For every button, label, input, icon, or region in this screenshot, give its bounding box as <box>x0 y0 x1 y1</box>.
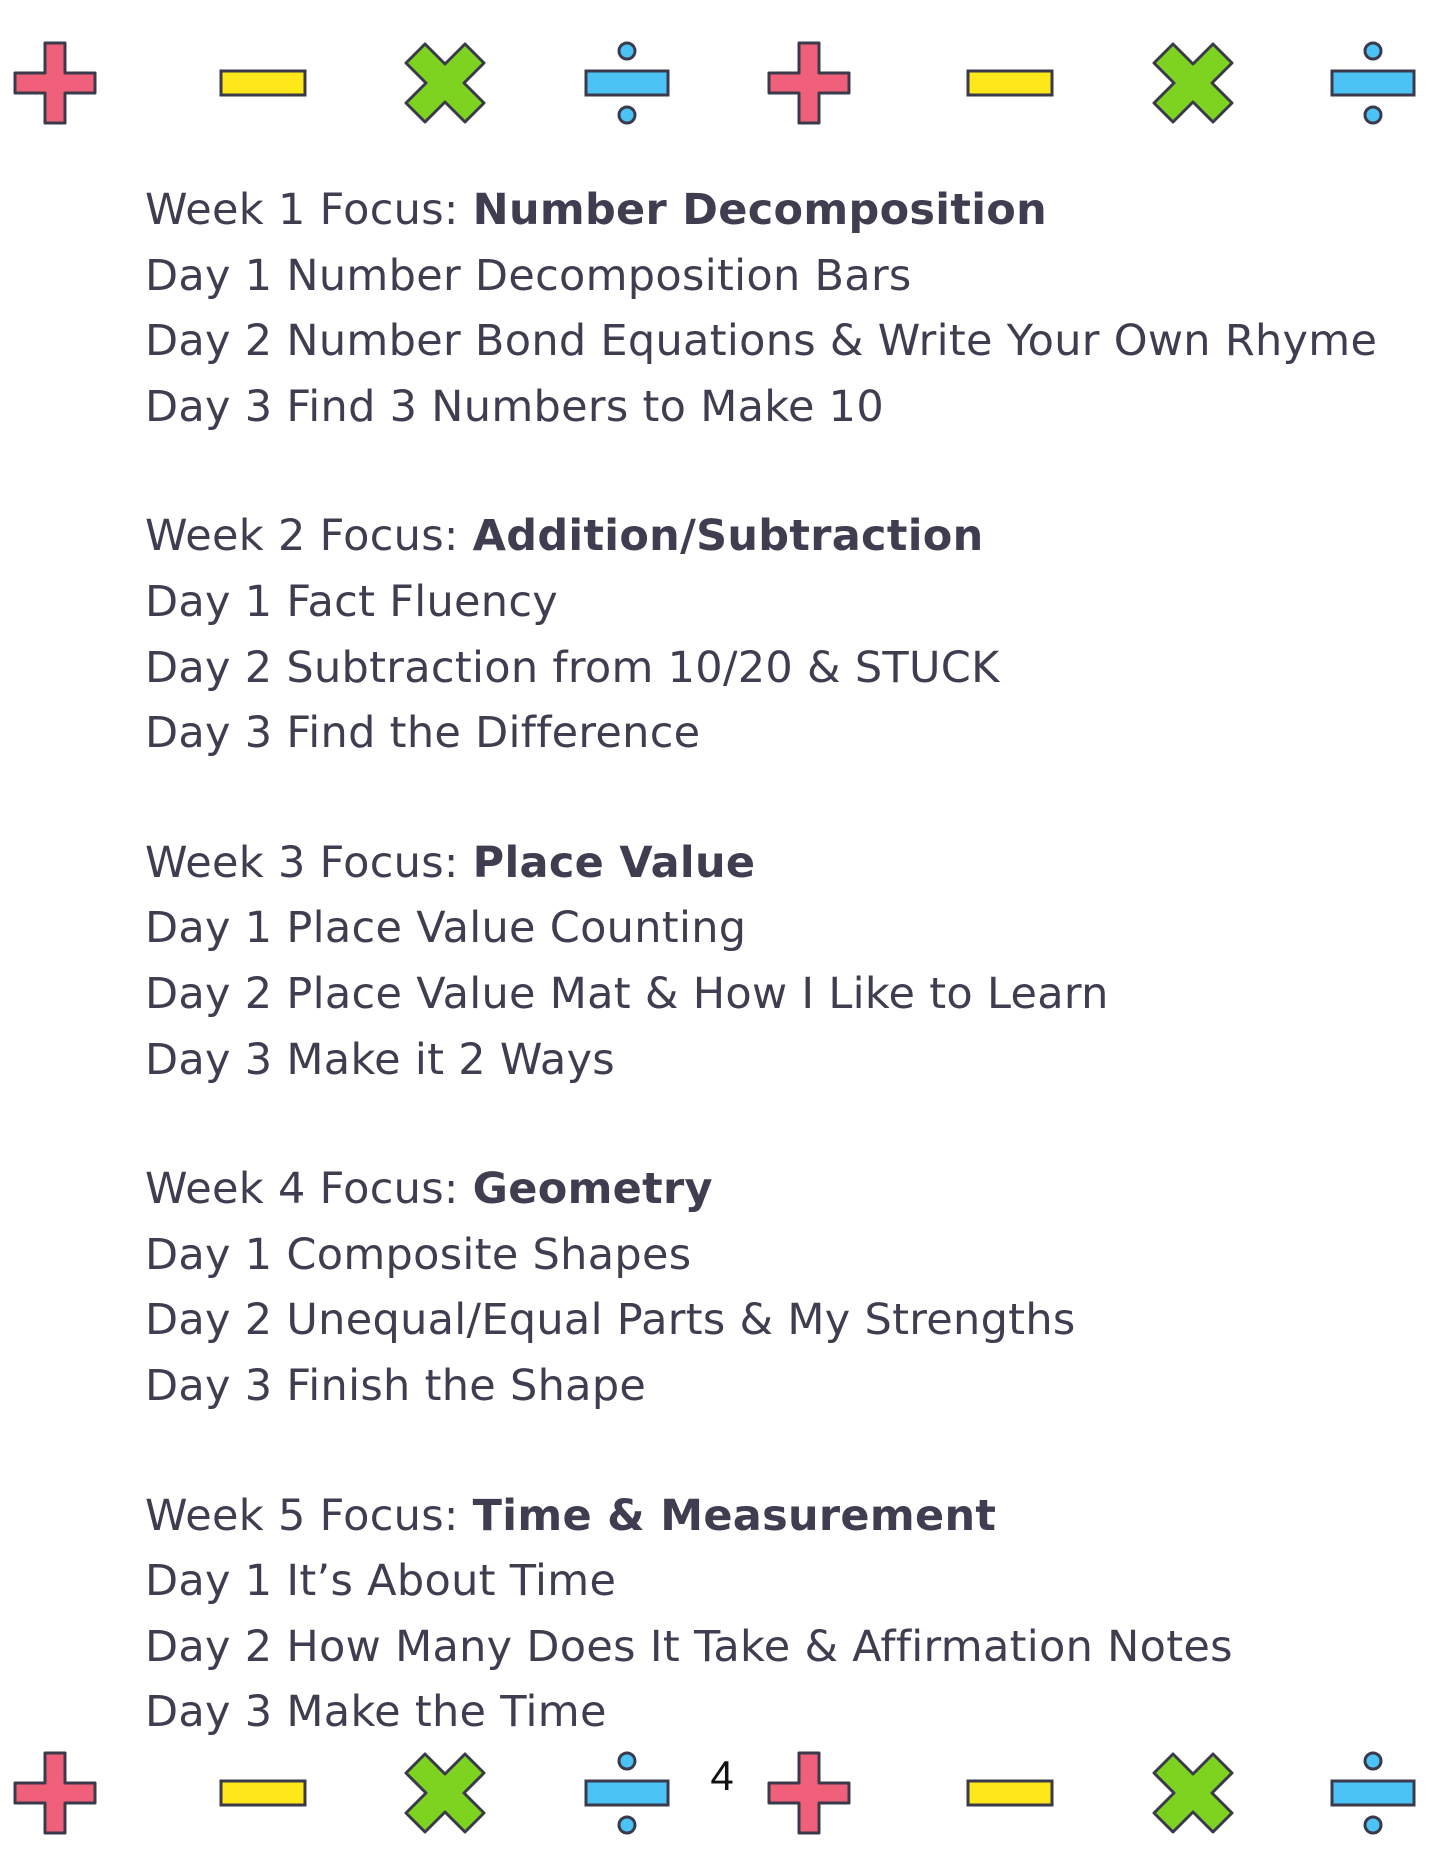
day-item: Day 1 Number Decomposition Bars <box>145 250 912 301</box>
week-focus: Geometry <box>472 1164 713 1215</box>
day-item: Day 2 Number Bond Equations & Write Your Own Rhyme <box>145 316 1378 367</box>
week-prefix: Week 5 Focus: <box>145 1490 459 1541</box>
plus-icon <box>10 1748 100 1838</box>
day-item: Day 3 Find 3 Numbers to Make 10 <box>145 381 884 432</box>
week-heading <box>145 831 1345 897</box>
day-item: Day 3 Make it 2 Ways <box>145 1034 616 1085</box>
day-item: Day 1 Fact Fluency <box>145 576 559 627</box>
plus-icon <box>764 38 854 128</box>
week-heading <box>145 178 1345 244</box>
day-item: Day 2 How Many Does It Take & Affirmation Notes <box>145 1621 1233 1672</box>
week-prefix: Week 4 Focus: <box>145 1164 459 1215</box>
minus-icon <box>965 38 1055 128</box>
page-number: 4 <box>710 1752 734 1799</box>
times-icon <box>400 38 490 128</box>
week-focus: Place Value <box>472 837 756 888</box>
week-4-section <box>145 1157 1345 1419</box>
day-item: Day 1 Place Value Counting <box>145 903 747 954</box>
times-icon <box>1148 1748 1238 1838</box>
day-item: Day 3 Finish the Shape <box>145 1360 647 1411</box>
divide-icon <box>1328 38 1418 128</box>
week-5-section <box>145 1484 1345 1746</box>
day-item: Day 3 Find the Difference <box>145 708 701 759</box>
week-focus: Time & Measurement <box>472 1490 997 1541</box>
week-2-section <box>145 504 1345 766</box>
times-icon <box>1148 38 1238 128</box>
divide-icon <box>582 1748 672 1838</box>
week-3-section <box>145 831 1345 1093</box>
day-item: Day 1 Composite Shapes <box>145 1229 692 1280</box>
day-item: Day 2 Subtraction from 10/20 & STUCK <box>145 642 1000 693</box>
plus-icon <box>764 1748 854 1838</box>
week-heading <box>145 504 1345 570</box>
plus-icon <box>10 38 100 128</box>
week-prefix: Week 2 Focus: <box>145 511 459 562</box>
minus-icon <box>965 1748 1055 1838</box>
day-item: Day 2 Unequal/Equal Parts & My Strengths <box>145 1295 1076 1346</box>
week-prefix: Week 1 Focus: <box>145 185 459 235</box>
top-symbol-border <box>0 38 1445 128</box>
day-item: Day 1 It’s About Time <box>145 1556 617 1607</box>
divide-icon <box>1328 1748 1418 1838</box>
week-heading <box>145 1484 1345 1550</box>
week-prefix: Week 3 Focus: <box>145 837 459 888</box>
day-item: Day 3 Make the Time <box>145 1687 607 1738</box>
week-focus: Number Decomposition <box>472 185 1047 235</box>
times-icon <box>400 1748 490 1838</box>
week-heading <box>145 1157 1345 1223</box>
divide-icon <box>582 38 672 128</box>
week-1-section <box>145 178 1378 440</box>
day-item: Day 2 Place Value Mat & How I Like to Learn <box>145 968 1109 1019</box>
minus-icon <box>218 38 308 128</box>
weekly-schedule <box>145 178 1378 1810</box>
minus-icon <box>218 1748 308 1838</box>
week-focus: Addition/Subtraction <box>472 511 984 562</box>
